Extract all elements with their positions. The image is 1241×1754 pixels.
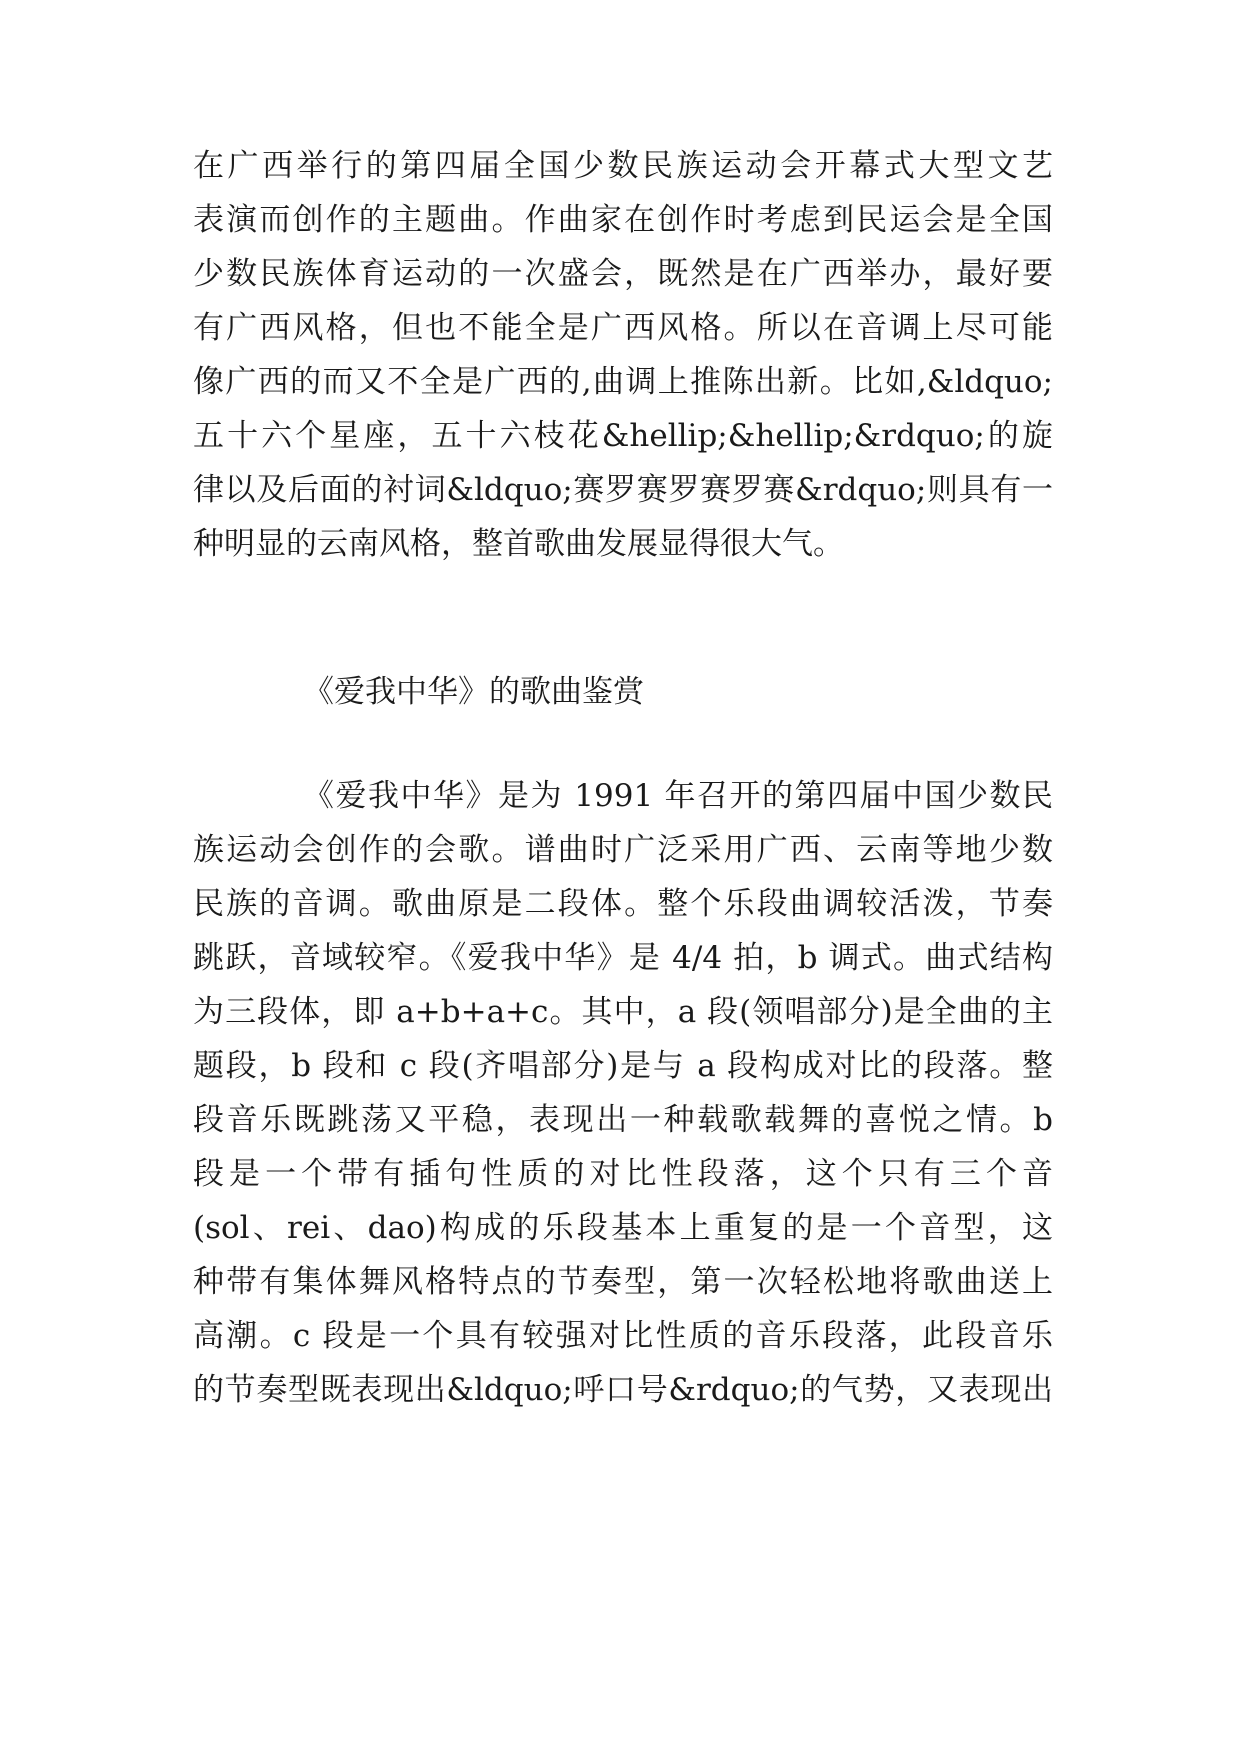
paragraph-line: 《爱我中华》是为 1991 年召开的第四届中国少数民 bbox=[303, 778, 1053, 814]
paragraph-line: 的节奏型既表现出&ldquo;呼口号&rdquo;的气势，又表现出 bbox=[193, 1372, 1053, 1408]
section-heading: 《爱我中华》的歌曲鉴赏 bbox=[303, 674, 644, 710]
paragraph-line: 种带有集体舞风格特点的节奏型，第一次轻松地将歌曲送上 bbox=[193, 1264, 1053, 1300]
paragraph-line: (sol、rei、dao)构成的乐段基本上重复的是一个音型，这 bbox=[193, 1210, 1053, 1246]
paragraph-line: 五十六个星座，五十六枝花&hellip;&hellip;&rdquo;的旋 bbox=[193, 418, 1053, 454]
paragraph-line: 段是一个带有插句性质的对比性段落，这个只有三个音 bbox=[193, 1156, 1053, 1192]
paragraph-line: 种明显的云南风格，整首歌曲发展显得很大气。 bbox=[193, 526, 844, 562]
paragraph-line: 跳跃，音域较窄。《爱我中华》是 4/4 拍，b 调式。曲式结构 bbox=[193, 940, 1053, 976]
paragraph-line: 有广西风格，但也不能全是广西风格。所以在音调上尽可能 bbox=[193, 310, 1053, 346]
paragraph-line: 段音乐既跳荡又平稳，表现出一种载歌载舞的喜悦之情。b bbox=[193, 1102, 1053, 1138]
paragraph-line: 族运动会创作的会歌。谱曲时广泛采用广西、云南等地少数 bbox=[193, 832, 1053, 868]
paragraph-line: 律以及后面的衬词&ldquo;赛罗赛罗赛罗赛&rdquo;则具有一 bbox=[193, 472, 1053, 508]
paragraph-line: 在广西举行的第四届全国少数民族运动会开幕式大型文艺 bbox=[193, 148, 1053, 184]
paragraph-line: 表演而创作的主题曲。作曲家在创作时考虑到民运会是全国 bbox=[193, 202, 1053, 238]
paragraph-line: 为三段体，即 a+b+a+c。其中，a 段(领唱部分)是全曲的主 bbox=[193, 994, 1053, 1030]
paragraph-line: 少数民族体育运动的一次盛会，既然是在广西举办，最好要 bbox=[193, 256, 1053, 292]
paragraph-line: 像广西的而又不全是广西的,曲调上推陈出新。比如,&ldquo; bbox=[193, 364, 1053, 400]
paragraph-line: 高潮。c 段是一个具有较强对比性质的音乐段落，此段音乐 bbox=[193, 1318, 1053, 1354]
paragraph-line: 题段，b 段和 c 段(齐唱部分)是与 a 段构成对比的段落。整 bbox=[193, 1048, 1053, 1084]
paragraph-line: 民族的音调。歌曲原是二段体。整个乐段曲调较活泼，节奏 bbox=[193, 886, 1053, 922]
